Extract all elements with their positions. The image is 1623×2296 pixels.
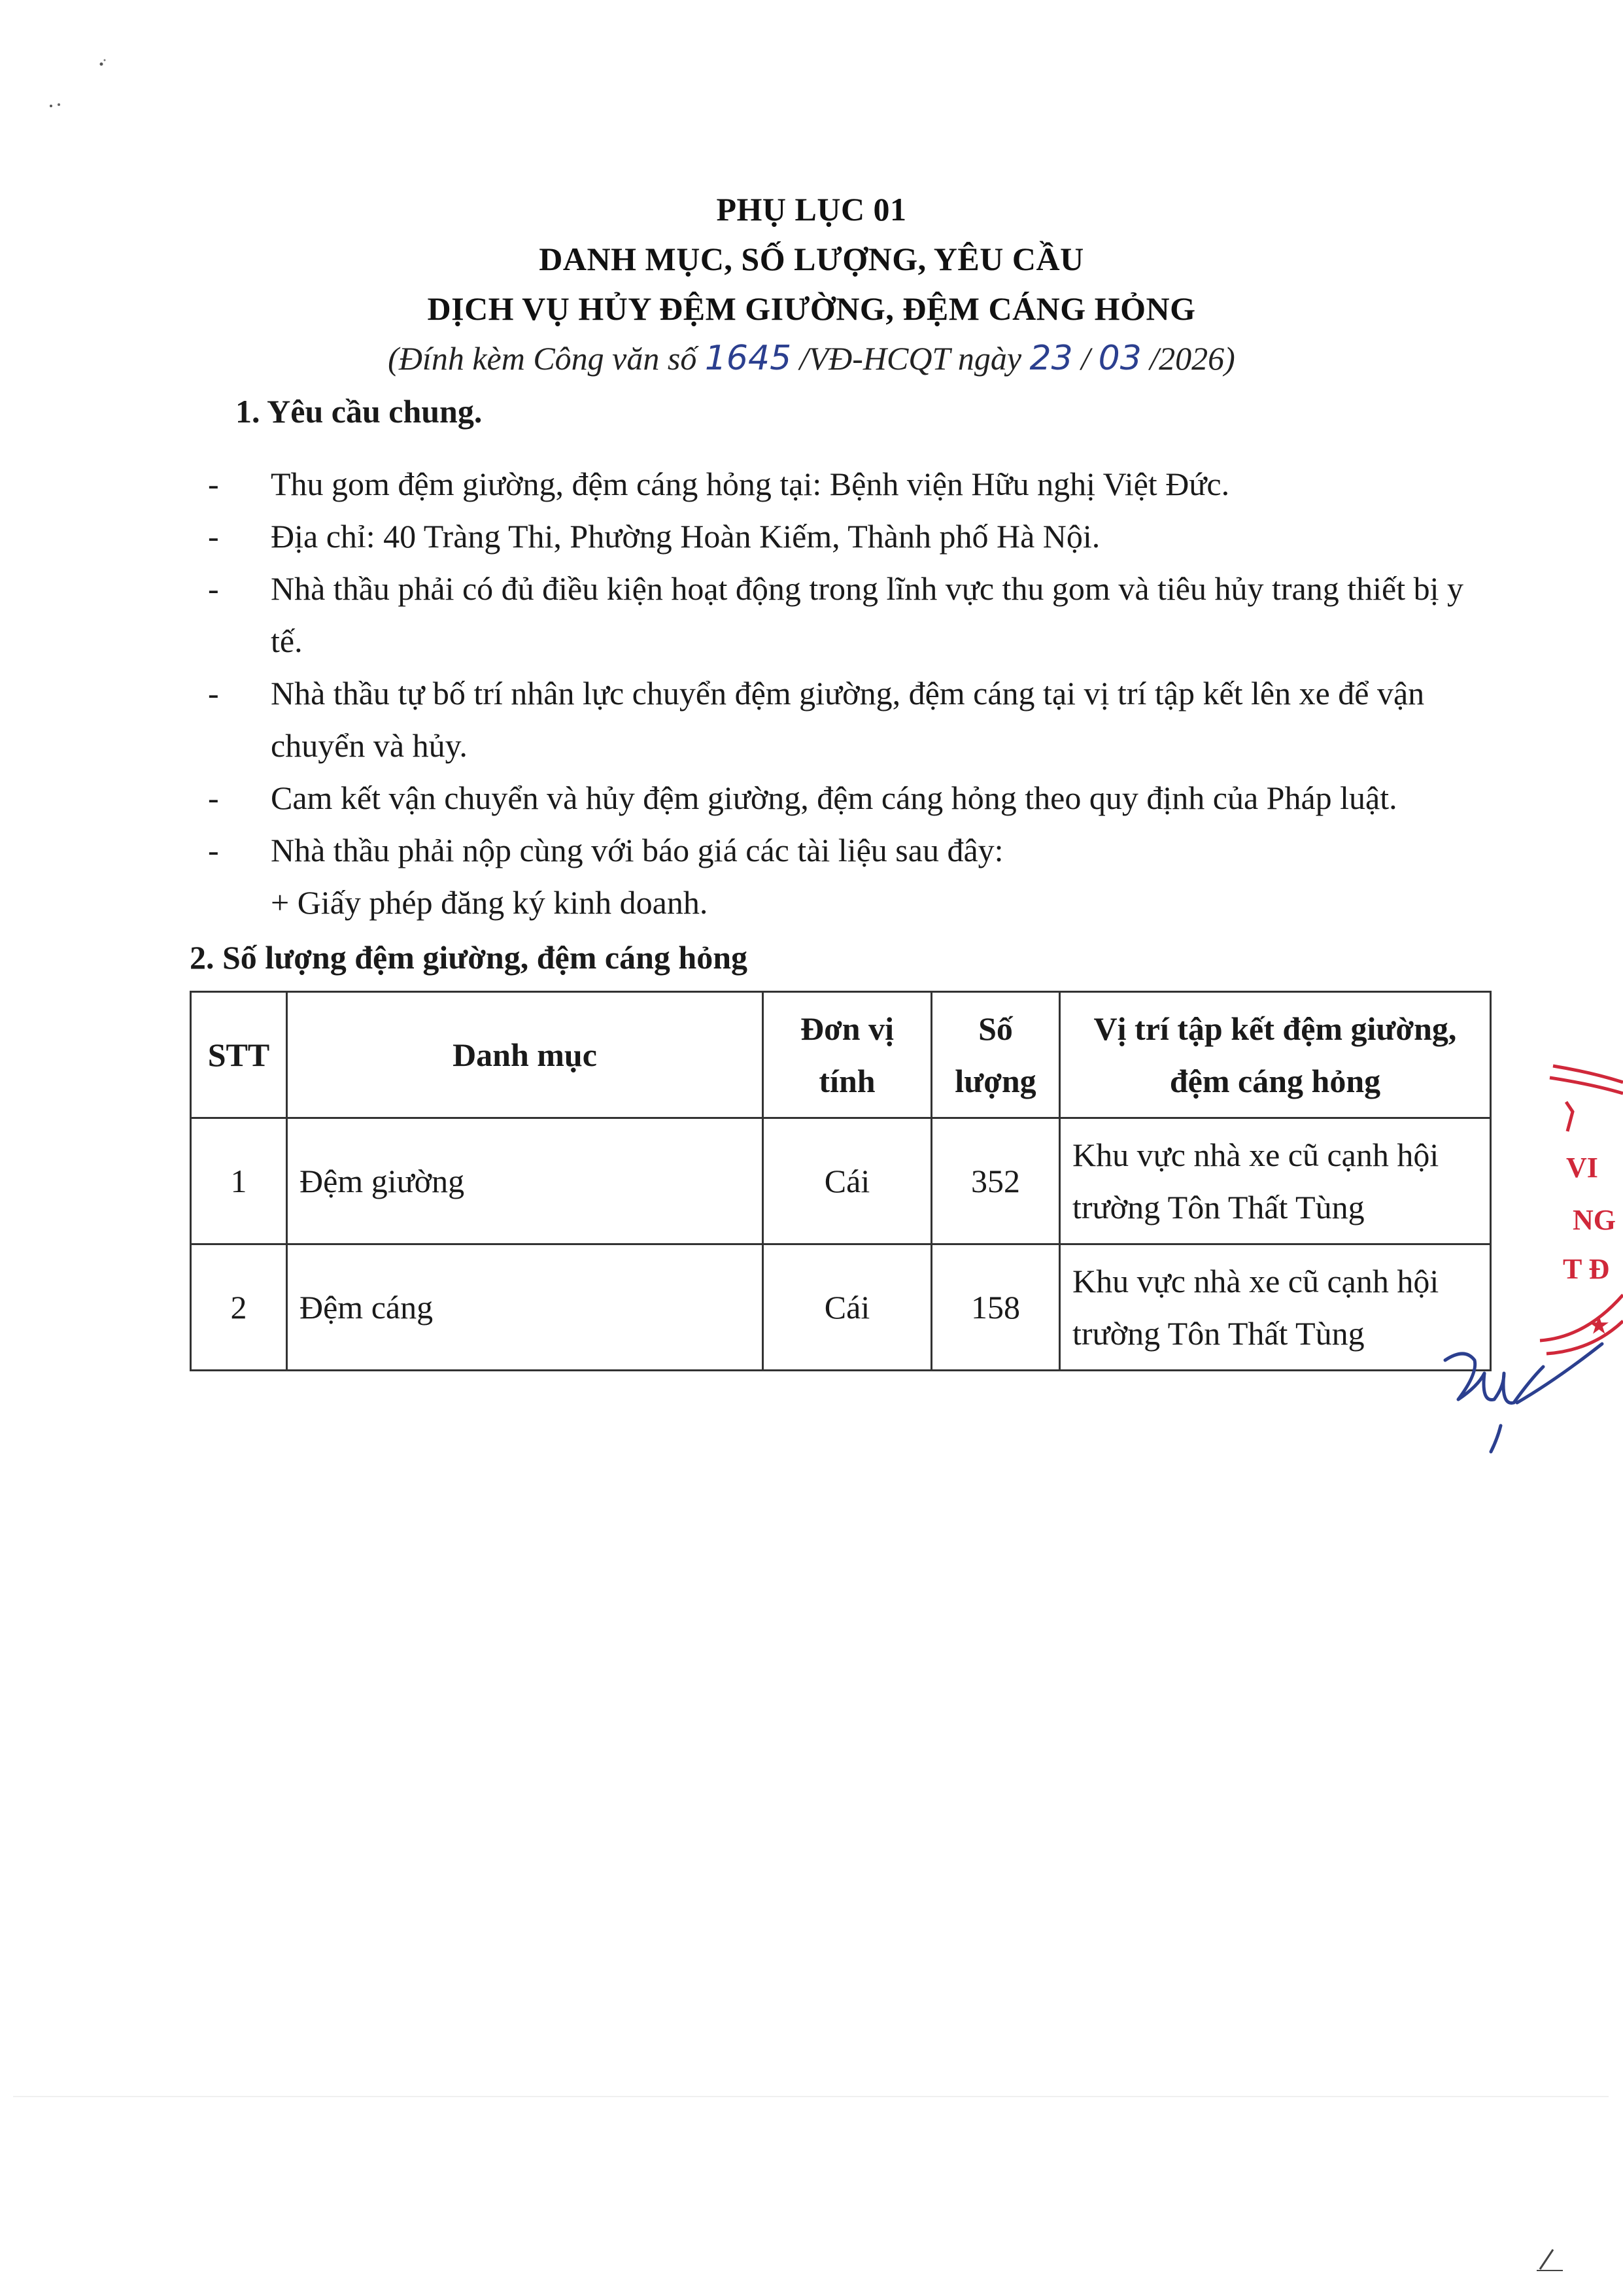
cell-quantity: 158 bbox=[932, 1244, 1060, 1371]
red-seal-stamp bbox=[1527, 1046, 1623, 1360]
cell-quantity: 352 bbox=[932, 1118, 1060, 1244]
corner-mark bbox=[1533, 2243, 1566, 2276]
list-item bbox=[208, 772, 1503, 824]
list-item bbox=[208, 562, 1503, 667]
list-item bbox=[208, 667, 1503, 772]
cell-category: Đệm giường bbox=[287, 1118, 763, 1244]
handwritten-doc-number: 1645 bbox=[704, 339, 792, 378]
handwritten-month: 03 bbox=[1098, 339, 1142, 378]
table-row bbox=[191, 1118, 1491, 1244]
handwritten-signature bbox=[1439, 1341, 1609, 1458]
subtitle-mid: /VĐ-HCQT ngày bbox=[791, 340, 1030, 377]
subtitle-slash: / bbox=[1072, 340, 1099, 377]
bullet-dash: - bbox=[208, 570, 219, 607]
handwritten-day: 23 bbox=[1029, 339, 1073, 378]
list-item bbox=[208, 458, 1503, 510]
stamp-star: ★ bbox=[1589, 1314, 1609, 1338]
table-header-row bbox=[191, 992, 1491, 1118]
cell-location: Khu vực nhà xe cũ cạnh hội trường Tôn Thất Tùng bbox=[1060, 1244, 1491, 1371]
title-line-2: DỊCH VỤ HỦY ĐỆM GIƯỜNG, ĐỆM CÁNG HỎNG bbox=[427, 290, 1196, 327]
subtitle-prefix: (Đính kèm Công văn số bbox=[388, 340, 705, 377]
appendix-title: PHỤ LỤC 01 bbox=[716, 191, 907, 228]
subtitle-suffix: /2026) bbox=[1141, 340, 1235, 377]
quantity-table bbox=[190, 991, 1492, 1371]
bullet-dash: - bbox=[208, 466, 219, 502]
list-item-text: Thu gom đệm giường, đệm cáng hỏng tại: Bệnh viện Hữu nghị Việt Đức. bbox=[271, 466, 1230, 502]
title-block bbox=[0, 184, 1623, 383]
header-stt: STT bbox=[191, 992, 287, 1118]
section-1-heading: 1. Yêu cầu chung. bbox=[235, 393, 483, 430]
bullet-dash: - bbox=[208, 675, 219, 711]
list-item-text: Nhà thầu phải có đủ điều kiện hoạt động trong lĩnh vực thu gom và tiêu hủy trang thiết bị y tế. bbox=[271, 570, 1463, 659]
list-item bbox=[208, 510, 1503, 562]
cell-stt: 1 bbox=[191, 1118, 287, 1244]
bullet-dash: - bbox=[208, 832, 219, 868]
requirements-list bbox=[208, 458, 1503, 929]
stamp-text-line: T Đ bbox=[1563, 1253, 1610, 1285]
list-item-text: Nhà thầu tự bố trí nhân lực chuyển đệm giường, đệm cáng tại vị trí tập kết lên xe để vận chuyển và hủy. bbox=[271, 675, 1425, 764]
table-row bbox=[191, 1244, 1491, 1371]
cell-stt: 2 bbox=[191, 1244, 287, 1371]
header-category: Danh mục bbox=[287, 992, 763, 1118]
cell-location: Khu vực nhà xe cũ cạnh hội trường Tôn Thất Tùng bbox=[1060, 1118, 1491, 1244]
list-subitem: + Giấy phép đăng ký kinh doanh. bbox=[271, 884, 708, 921]
list-item-text: Nhà thầu phải nộp cùng với báo giá các tài liệu sau đây: bbox=[271, 832, 1004, 868]
section-2-heading: 2. Số lượng đệm giường, đệm cáng hỏng bbox=[190, 939, 748, 976]
list-item bbox=[208, 824, 1503, 876]
attachment-reference bbox=[0, 334, 1623, 383]
scan-specks bbox=[39, 46, 118, 124]
stamp-text-line: NG bbox=[1573, 1204, 1616, 1236]
list-item-text: Cam kết vận chuyển và hủy đệm giường, đệm cáng hỏng theo quy định của Pháp luật. bbox=[271, 780, 1397, 816]
cell-unit: Cái bbox=[763, 1244, 932, 1371]
bullet-dash: - bbox=[208, 518, 219, 555]
header-location: Vị trí tập kết đệm giường, đệm cáng hỏng bbox=[1060, 992, 1491, 1118]
list-item-text: Địa chỉ: 40 Tràng Thi, Phường Hoàn Kiếm, Thành phố Hà Nội. bbox=[271, 518, 1101, 555]
stamp-text-line: VI bbox=[1566, 1152, 1598, 1184]
header-unit: Đơn vị tính bbox=[763, 992, 932, 1118]
cell-unit: Cái bbox=[763, 1118, 932, 1244]
scan-artifact-line bbox=[13, 2096, 1609, 2097]
cell-category: Đệm cáng bbox=[287, 1244, 763, 1371]
bullet-dash: - bbox=[208, 780, 219, 816]
title-line-1: DANH MỤC, SỐ LƯỢNG, YÊU CẦU bbox=[539, 241, 1084, 277]
header-quantity: Số lượng bbox=[932, 992, 1060, 1118]
